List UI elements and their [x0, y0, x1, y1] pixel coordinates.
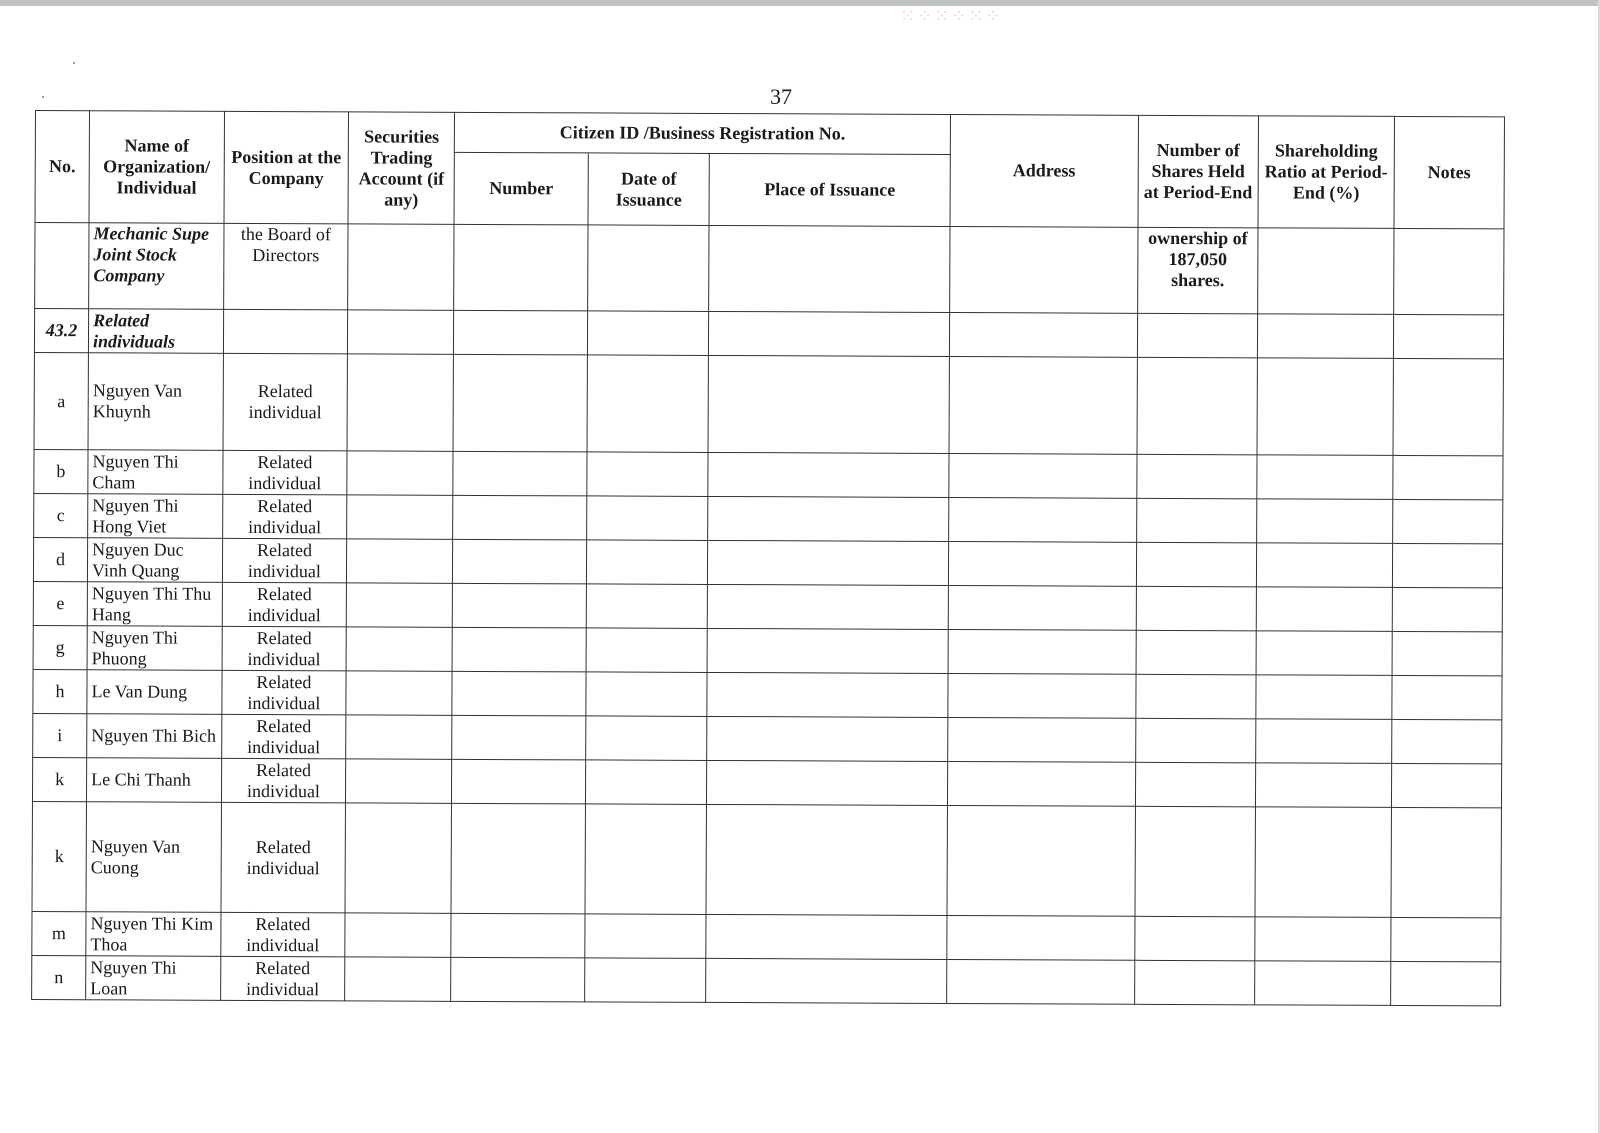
- cell-address: [948, 717, 1136, 762]
- table-row: [32, 911, 1501, 961]
- cell-no: b: [34, 449, 88, 493]
- table-row: [33, 669, 1502, 719]
- cell-shareholding-ratio: [1256, 763, 1392, 808]
- cell-securities-account: [346, 715, 452, 759]
- cell-no: k: [32, 801, 87, 911]
- cell-number: [451, 803, 585, 914]
- cell-address: [947, 805, 1135, 916]
- cell-securities-account: [345, 957, 451, 1001]
- cell-notes: [1391, 917, 1501, 961]
- header-citizen-id-group: Citizen ID /Business Registration No.: [455, 112, 951, 154]
- cell-address: [949, 453, 1137, 498]
- cell-date-of-issuance: [587, 452, 709, 497]
- cell-name: Nguyen Thi Kim Thoa: [86, 912, 221, 957]
- cell-number: [452, 627, 586, 672]
- cell-address: [947, 915, 1135, 960]
- cell-name: Le Van Dung: [87, 670, 222, 715]
- cell-name: Nguyen Duc Vinh Quang: [88, 538, 223, 583]
- table-row: [34, 352, 1503, 455]
- scan-speck: [42, 96, 44, 98]
- cell-place-of-issuance: [706, 958, 947, 1003]
- header-shares-held: Number of Shares Held at Period-End: [1138, 115, 1259, 228]
- cell-number: [453, 354, 587, 452]
- cell-date-of-issuance: [587, 355, 709, 453]
- cell-place-of-issuance: [707, 716, 948, 761]
- cell-securities-account: [348, 224, 454, 310]
- cell-address: [948, 629, 1136, 674]
- cell-shares-held: [1137, 454, 1258, 499]
- table-row: [33, 581, 1502, 631]
- cell-number: [453, 583, 587, 628]
- cell-shareholding-ratio: [1257, 455, 1393, 500]
- cell-name: Nguyen Thi Phuong: [87, 626, 222, 671]
- cell-name: Nguyen Thi Thu Hang: [87, 582, 222, 627]
- cell-securities-account: [347, 451, 453, 495]
- cell-shares-held: [1136, 630, 1257, 675]
- cell-shareholding-ratio: [1256, 587, 1392, 632]
- header-shareholding-ratio: Shareholding Ratio at Period-End (%): [1258, 116, 1394, 229]
- cell-number: [453, 539, 587, 584]
- cell-name: Related individuals: [89, 309, 224, 354]
- cell-place-of-issuance: [708, 355, 949, 453]
- cell-position: Related individual: [222, 494, 347, 539]
- cell-place-of-issuance: [707, 628, 948, 673]
- cell-shares-held: [1135, 762, 1256, 807]
- header-name: Name of Organization/ Individual: [89, 111, 224, 224]
- cell-notes: [1391, 763, 1501, 807]
- cell-number: [454, 310, 588, 355]
- cell-no: e: [33, 581, 87, 625]
- cell-name: Nguyen Van Cuong: [86, 802, 221, 913]
- cell-no: i: [33, 713, 87, 757]
- cell-date-of-issuance: [586, 540, 708, 585]
- cell-address: [948, 673, 1136, 718]
- cell-name: Nguyen Thi Loan: [86, 956, 221, 1001]
- cell-place-of-issuance: [706, 914, 947, 959]
- header-no: No.: [35, 111, 90, 223]
- header-date-of-issuance: Date of Issuance: [588, 153, 710, 226]
- cell-place-of-issuance: [708, 540, 949, 585]
- cell-address: [949, 497, 1137, 542]
- cell-notes: [1392, 587, 1502, 631]
- cell-number: [452, 715, 586, 760]
- cell-no: m: [32, 911, 86, 955]
- cell-shares-held: ownership of 187,050 shares.: [1137, 227, 1258, 314]
- cell-no: n: [32, 955, 86, 999]
- cell-notes: [1393, 358, 1504, 455]
- cell-name: Nguyen Thi Hong Viet: [88, 494, 223, 539]
- cell-notes: [1393, 455, 1503, 499]
- cell-number: [451, 913, 585, 958]
- table-row: [34, 493, 1503, 543]
- cell-name: Nguyen Thi Bich: [87, 714, 222, 759]
- cell-notes: [1391, 807, 1502, 917]
- cell-shares-held: [1136, 542, 1257, 587]
- cell-shares-held: [1137, 357, 1258, 455]
- cell-position: Related individual: [221, 912, 346, 957]
- cell-shares-held: [1136, 674, 1257, 719]
- cell-shares-held: [1137, 313, 1258, 358]
- cell-place-of-issuance: [709, 225, 950, 312]
- cell-no: 43.2: [34, 309, 88, 353]
- cell-position: Related individual: [222, 626, 347, 671]
- cell-no: d: [33, 537, 87, 581]
- cell-securities-account: [348, 310, 454, 354]
- cell-place-of-issuance: [708, 584, 949, 629]
- cell-name: Nguyen Thi Cham: [88, 450, 223, 495]
- cell-place-of-issuance: [707, 672, 948, 717]
- cell-shares-held: [1134, 960, 1255, 1005]
- cell-shareholding-ratio: [1256, 631, 1392, 676]
- header-securities-account: Securities Trading Account (if any): [348, 112, 455, 224]
- cell-notes: [1391, 719, 1501, 763]
- cell-name: Nguyen Van Khuynh: [88, 353, 223, 451]
- cell-securities-account: [346, 583, 452, 627]
- cell-address: [950, 226, 1138, 313]
- cell-securities-account: [346, 627, 452, 671]
- cell-no: g: [33, 625, 87, 669]
- cell-shares-held: [1135, 916, 1256, 961]
- cell-shareholding-ratio: [1257, 358, 1393, 456]
- cell-date-of-issuance: [585, 914, 707, 959]
- cell-address: [949, 356, 1137, 454]
- cell-notes: [1392, 543, 1502, 587]
- table-row: [33, 537, 1502, 587]
- cell-place-of-issuance: [708, 496, 949, 541]
- cell-shareholding-ratio: [1255, 961, 1391, 1006]
- cell-position: Related individual: [222, 670, 347, 715]
- cell-number: [453, 451, 587, 496]
- cell-securities-account: [346, 671, 452, 715]
- cell-no: [35, 223, 89, 309]
- table-row: [33, 625, 1502, 675]
- cell-no: h: [33, 669, 87, 713]
- cell-number: [451, 957, 585, 1002]
- cell-date-of-issuance: [585, 760, 707, 805]
- cell-position: the Board of Directors: [223, 223, 348, 310]
- cell-shareholding-ratio: [1255, 917, 1391, 962]
- cell-position: Related individual: [222, 538, 347, 583]
- cell-address: [949, 312, 1137, 357]
- scan-speck: [73, 62, 75, 64]
- cell-no: k: [32, 757, 86, 801]
- cell-shareholding-ratio: [1257, 499, 1393, 544]
- cell-position: Related individual: [221, 802, 346, 913]
- table-row: [32, 955, 1501, 1005]
- cell-notes: [1393, 228, 1504, 314]
- header-row-top: [35, 111, 1504, 157]
- header-address: Address: [950, 114, 1138, 227]
- cell-shareholding-ratio: [1256, 719, 1392, 764]
- cell-date-of-issuance: [586, 716, 708, 761]
- cell-securities-account: [347, 539, 453, 583]
- header-number: Number: [454, 152, 588, 225]
- header-position: Position at the Company: [224, 111, 349, 224]
- table-row: [32, 801, 1501, 917]
- cell-date-of-issuance: [586, 628, 708, 673]
- cell-shareholding-ratio: [1256, 675, 1392, 720]
- cell-name: Le Chi Thanh: [87, 758, 222, 803]
- cell-position: [223, 309, 348, 354]
- table-row: [34, 449, 1503, 499]
- cell-date-of-issuance: [585, 804, 707, 915]
- cell-date-of-issuance: [587, 311, 709, 356]
- cell-date-of-issuance: [588, 225, 710, 312]
- cell-notes: [1390, 961, 1500, 1005]
- cell-place-of-issuance: [707, 760, 948, 805]
- cell-name: Mechanic Supe Joint Stock Company: [89, 223, 224, 310]
- header-place-of-issuance: Place of Issuance: [709, 153, 950, 226]
- cell-securities-account: [345, 913, 451, 957]
- scan-top-edge: [0, 0, 1600, 6]
- table-row: [33, 713, 1502, 763]
- cell-securities-account: [346, 759, 452, 803]
- cell-shares-held: [1136, 586, 1257, 631]
- cell-securities-account: [347, 354, 454, 451]
- related-parties-table: [31, 110, 1505, 1006]
- cell-shareholding-ratio: [1257, 543, 1393, 588]
- cell-place-of-issuance: [709, 311, 950, 356]
- section-row: [34, 309, 1503, 359]
- cell-date-of-issuance: [586, 672, 708, 717]
- faint-stamp-mark: ⁙⁘⁙⁘⁙⁘: [900, 6, 1003, 26]
- cell-notes: [1392, 631, 1502, 675]
- cell-address: [948, 761, 1136, 806]
- cell-number: [453, 495, 587, 540]
- cell-notes: [1392, 499, 1502, 543]
- cell-position: Related individual: [220, 956, 345, 1001]
- cell-shareholding-ratio: [1258, 314, 1394, 359]
- cell-notes: [1392, 675, 1502, 719]
- cell-shares-held: [1135, 718, 1256, 763]
- cell-number: [452, 671, 586, 716]
- cell-position: Related individual: [221, 714, 346, 759]
- cell-address: [947, 959, 1135, 1004]
- cell-date-of-issuance: [587, 496, 709, 541]
- cell-securities-account: [345, 803, 452, 913]
- page-number: 37: [770, 84, 792, 109]
- cell-number: [454, 224, 588, 311]
- cell-no: a: [34, 352, 88, 449]
- cell-position: Related individual: [223, 450, 348, 495]
- cell-place-of-issuance: [708, 452, 949, 497]
- cell-securities-account: [347, 495, 453, 539]
- cell-date-of-issuance: [586, 584, 708, 629]
- cell-shareholding-ratio: [1255, 807, 1391, 918]
- cell-number: [452, 759, 586, 804]
- cell-no: c: [34, 493, 88, 537]
- cell-position: Related individual: [223, 353, 348, 451]
- cell-address: [948, 585, 1136, 630]
- cell-shares-held: [1135, 806, 1256, 917]
- cell-notes: [1393, 314, 1503, 358]
- cell-position: Related individual: [221, 758, 346, 803]
- cell-place-of-issuance: [706, 804, 947, 915]
- cell-shareholding-ratio: [1258, 228, 1394, 315]
- table-row: [32, 757, 1501, 807]
- header-notes: Notes: [1394, 116, 1505, 228]
- cell-shares-held: [1136, 498, 1257, 543]
- cell-address: [948, 541, 1136, 586]
- cell-date-of-issuance: [585, 958, 707, 1003]
- cell-position: Related individual: [222, 582, 347, 627]
- continuation-row: [35, 223, 1504, 315]
